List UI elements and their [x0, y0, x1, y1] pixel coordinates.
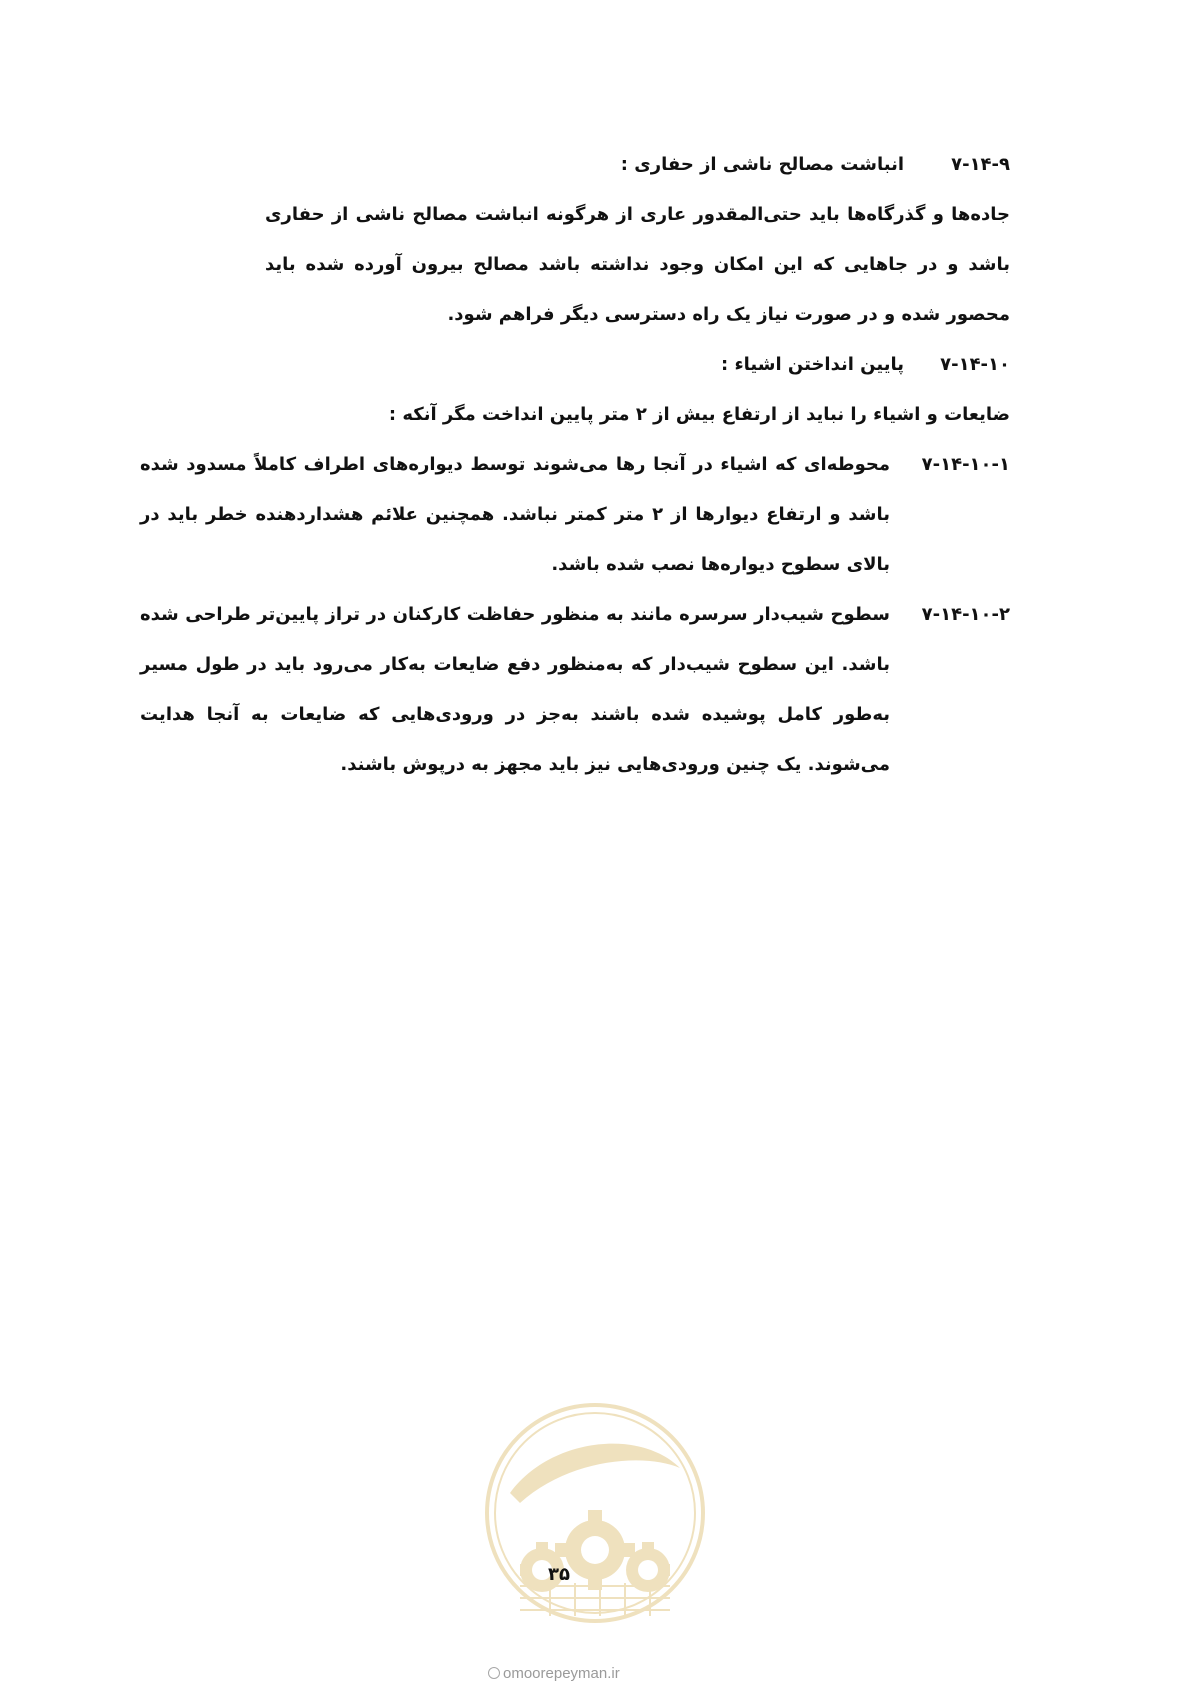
list-item [140, 440, 1010, 590]
document-body [140, 140, 1010, 790]
section-paragraph: جاده‌ها و گذرگاه‌ها باید حتی‌المقدور عاری از هرگونه انباشت مصالح ناشی از حفاری باشد و در جاهایی که این امکان وجود نداشته باشد مصالح بیرون آورده شده باید محصور شده و در صورت نیاز یک راه دسترسی دیگر فراهم شود. [265, 204, 1010, 325]
page-number: ۳۵ [548, 1564, 570, 1585]
globe-icon [488, 1667, 500, 1679]
site-url: omoorepeyman.ir [503, 1665, 620, 1682]
section-number: ۷-۱۴-۹ [951, 154, 1010, 175]
item-text: محوطه‌ای که اشیاء در آنجا رها می‌شوند توسط دیواره‌های اطراف کاملاً مسدود شده باشد و ارتفاع دیوارها از ۲ متر کمتر نباشد. همچنین علائم هشداردهنده خطر باید در بالای سطوح دیواره‌ها نصب شده باشد. [140, 454, 891, 575]
section-number: ۷-۱۴-۱۰ [940, 354, 1010, 375]
section-paragraph: ضایعات و اشیاء را نباید از ارتفاع بیش از ۲ متر پایین انداخت مگر آنکه : [388, 404, 1010, 425]
item-text: سطوح شیب‌دار سرسره مانند به منظور حفاظت کارکنان در تراز پایین‌تر طراحی شده باشد. این سطوح شیب‌دار که به‌منظور دفع ضایعات به‌کار می‌رود باید در طول مسیر به‌طور کامل پوشیده شده باشند به‌جز در ورودی‌هایی که ضایعات به آنجا هدایت می‌شوند. یک چنین ورودی‌هایی نیز باید مجهز به درپوش باشند. [140, 604, 890, 775]
item-number: ۷-۱۴-۱۰-۱ [921, 454, 1010, 475]
site-watermark [488, 1665, 620, 1682]
section-heading-7-14-10 [140, 340, 1010, 390]
item-number: ۷-۱۴-۱۰-۲ [921, 604, 1010, 625]
section-heading-7-14-9 [140, 140, 1010, 190]
section-title: انباشت مصالح ناشی از حفاری : [620, 154, 904, 175]
list-item [140, 590, 1010, 790]
section-title: پایین انداختن اشیاء : [720, 354, 904, 375]
watermark-logo-icon [480, 1398, 710, 1628]
